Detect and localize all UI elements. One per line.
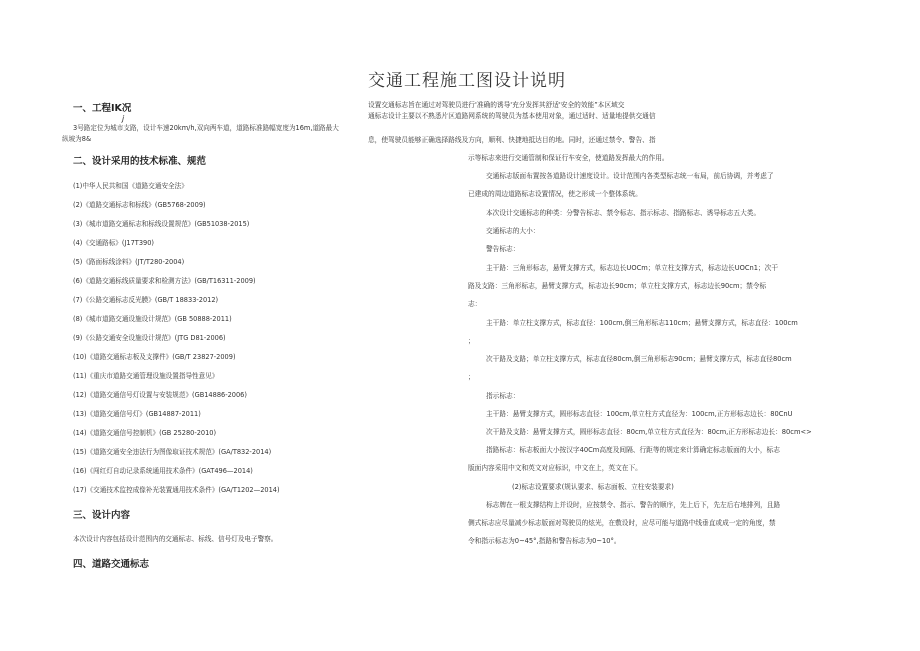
paragraph-line: 已建成的周边道路标志设置情况，使之形成一个整体系统。 (468, 190, 642, 198)
stray-mark: j (122, 114, 125, 123)
paragraph-line: 侧式标志应尽量减少标志版面对驾驶员的炫光，在敷设时，应尽可能与道路中线垂直或成一定的角度，禁 (468, 519, 776, 527)
paragraph-line: 息，使驾驶员能够正确选择路线及方向，顺利、快捷地抵达目的地。同时，还通过禁令、警告、指 (368, 136, 656, 144)
paragraph-line: 指路标志：标志板面大小按汉字40Cm高度及间隔、行距等的规定来计算确定标志版面的大小，标志 (486, 446, 780, 454)
paragraph-line: 本次设计内容包括设计范围内的交通标志、标线、信号灯及电子警察。 (73, 535, 278, 543)
standard-item: (4)《交通路标》(J17T390) (73, 239, 154, 247)
standard-item: (10)《道路交通标志板及支撑件》(GB/T 23827-2009) (73, 353, 236, 361)
paragraph-line: 3号路定位为城市支路，设计车速20km/h,双向两车道，道路标准路幅宽度为16m,道路最大 (73, 124, 339, 132)
paragraph-line: 路及支路：三角形标志，悬臂支撑方式，标志边长90cm；单立柱支撑方式，标志边长90cm；禁令标 (468, 282, 767, 290)
paragraph-line: ； (468, 337, 475, 345)
standard-item: (11)《重庆市道路交通管理设施设置指导性意见》 (73, 372, 219, 380)
standard-item: (3)《城市道路交通标志和标线设置规范》(GB51038-2015) (73, 220, 250, 228)
paragraph-line: 通标志设计主要以不熟悉片区道路网系统的驾驶员为基本使用对象，通过适时、适量地提供交通信 (368, 112, 656, 120)
standard-item: (2)《道路交通标志和标线》(GB5768-2009) (73, 201, 206, 209)
paragraph-line: 示等标志来进行交通管制和保证行车安全，使道路发挥最大的作用。 (468, 154, 669, 162)
paragraph-line: 版面内容采用中文和英文对应标识，中文在上，英文在下。 (468, 464, 642, 472)
standard-item: (12)《道路交通信号灯设置与安装规范》(GB14886-2006) (73, 391, 247, 399)
paragraph-line: 令和指示标志为0~45°,指路和警告标志为0~10°。 (468, 537, 621, 545)
standard-item: (13)《道路交通信号灯》(GB14887-2011) (73, 410, 201, 418)
standard-item: (6)《道路交通标线质量要求和检测方法》(GB/T16311-2009) (73, 277, 256, 285)
standard-item: (16)《闯红灯自动记录系统通用技术条件》(GAT496—2014) (73, 467, 253, 475)
paragraph-line: 纵坡为8& (62, 135, 92, 143)
paragraph-line: 交通标志的大小： (486, 227, 540, 235)
paragraph-line: 警告标志： (486, 245, 520, 253)
standard-item: (14)《道路交通信号控制机》(GB 25280-2010) (73, 429, 217, 437)
section-heading-2: 二、设计采用的技术标准、规范 (73, 156, 207, 167)
page-title: 交通工程施工图设计说明 (368, 71, 566, 91)
standard-item: (5)《路面标线涂料》(JT/T280-2004) (73, 258, 185, 266)
paragraph-line: 设置交通标志旨在通过对驾驶员进行'准确的诱导'充分发挥其舒适'安全的效能”本区域交 (368, 101, 625, 109)
paragraph-line: 指示标志： (486, 392, 520, 400)
paragraph-line: (2)标志设置要求(规认要求、标志面板、立柱安装要求) (512, 483, 674, 491)
paragraph-line: 主干路：三角形标志，悬臂支撑方式，标志边长UOCm；单立柱支撑方式，标志边长UOCn1；次干 (486, 264, 779, 272)
paragraph-line: 本次设计交通标志的种类：分警告标志、禁令标志、指示标志、指路标志、诱导标志五大类。 (486, 209, 761, 217)
standard-item: (17)《交通技术监控成像补光装置通用技术条件》(GA/T1202—2014) (73, 486, 280, 494)
standard-item: (9)《公路交通安全设施设计规范》(JTG D81-2006) (73, 334, 226, 342)
paragraph-line: ； (468, 373, 475, 381)
standard-item: (1)中华人民共和国《道路交通安全法》 (73, 182, 188, 190)
paragraph-line: 志： (468, 300, 482, 308)
paragraph-line: 次干路及支路；单立柱支撑方式，标志直径80cm,倒三角形标志90cm；悬臂支撑方式，标志直径80cm (486, 355, 792, 363)
section-heading-4: 四、道路交通标志 (73, 559, 150, 570)
paragraph-line: 主干路：单立柱支撑方式，标志直径：100cm,倒三角形标志110cm；悬臂支撑方式，标志直径：100cm (486, 319, 798, 327)
standard-item: (7)《公路交通标志反光膜》(GB/T 18833-2012) (73, 296, 219, 304)
standard-item: (8)《城市道路交通设施设计规范》(GB 50888-2011) (73, 315, 232, 323)
standard-item: (15)《道路交通安全违法行为图像取证技术规范》(GA/T832-2014) (73, 448, 272, 456)
paragraph-line: 标志牌在一根支撑结构上并设时，应按禁令、指示、警告的顺序，先上后下，先左后右地排列，且路 (486, 501, 781, 509)
paragraph-line: 主干路：悬臂支撑方式，圆形标志直径：100cm,单立柱方式直径为：100cm,正方形标志边长：80CnU (486, 410, 793, 418)
paragraph-line: 次干路及支路：悬臂支撑方式，圆形标志直径：80cm,单立柱方式直径为：80cm,正方形标志边长：80cm<> (486, 428, 812, 436)
section-heading-1: 一、工程IK况 (73, 103, 132, 114)
section-heading-3: 三、设计内容 (73, 510, 131, 521)
paragraph-line: 交通标志版面布置按各道路设计速度设计。设计范围内各类型标志统一布局，前后协调，并考虑了 (486, 172, 774, 180)
